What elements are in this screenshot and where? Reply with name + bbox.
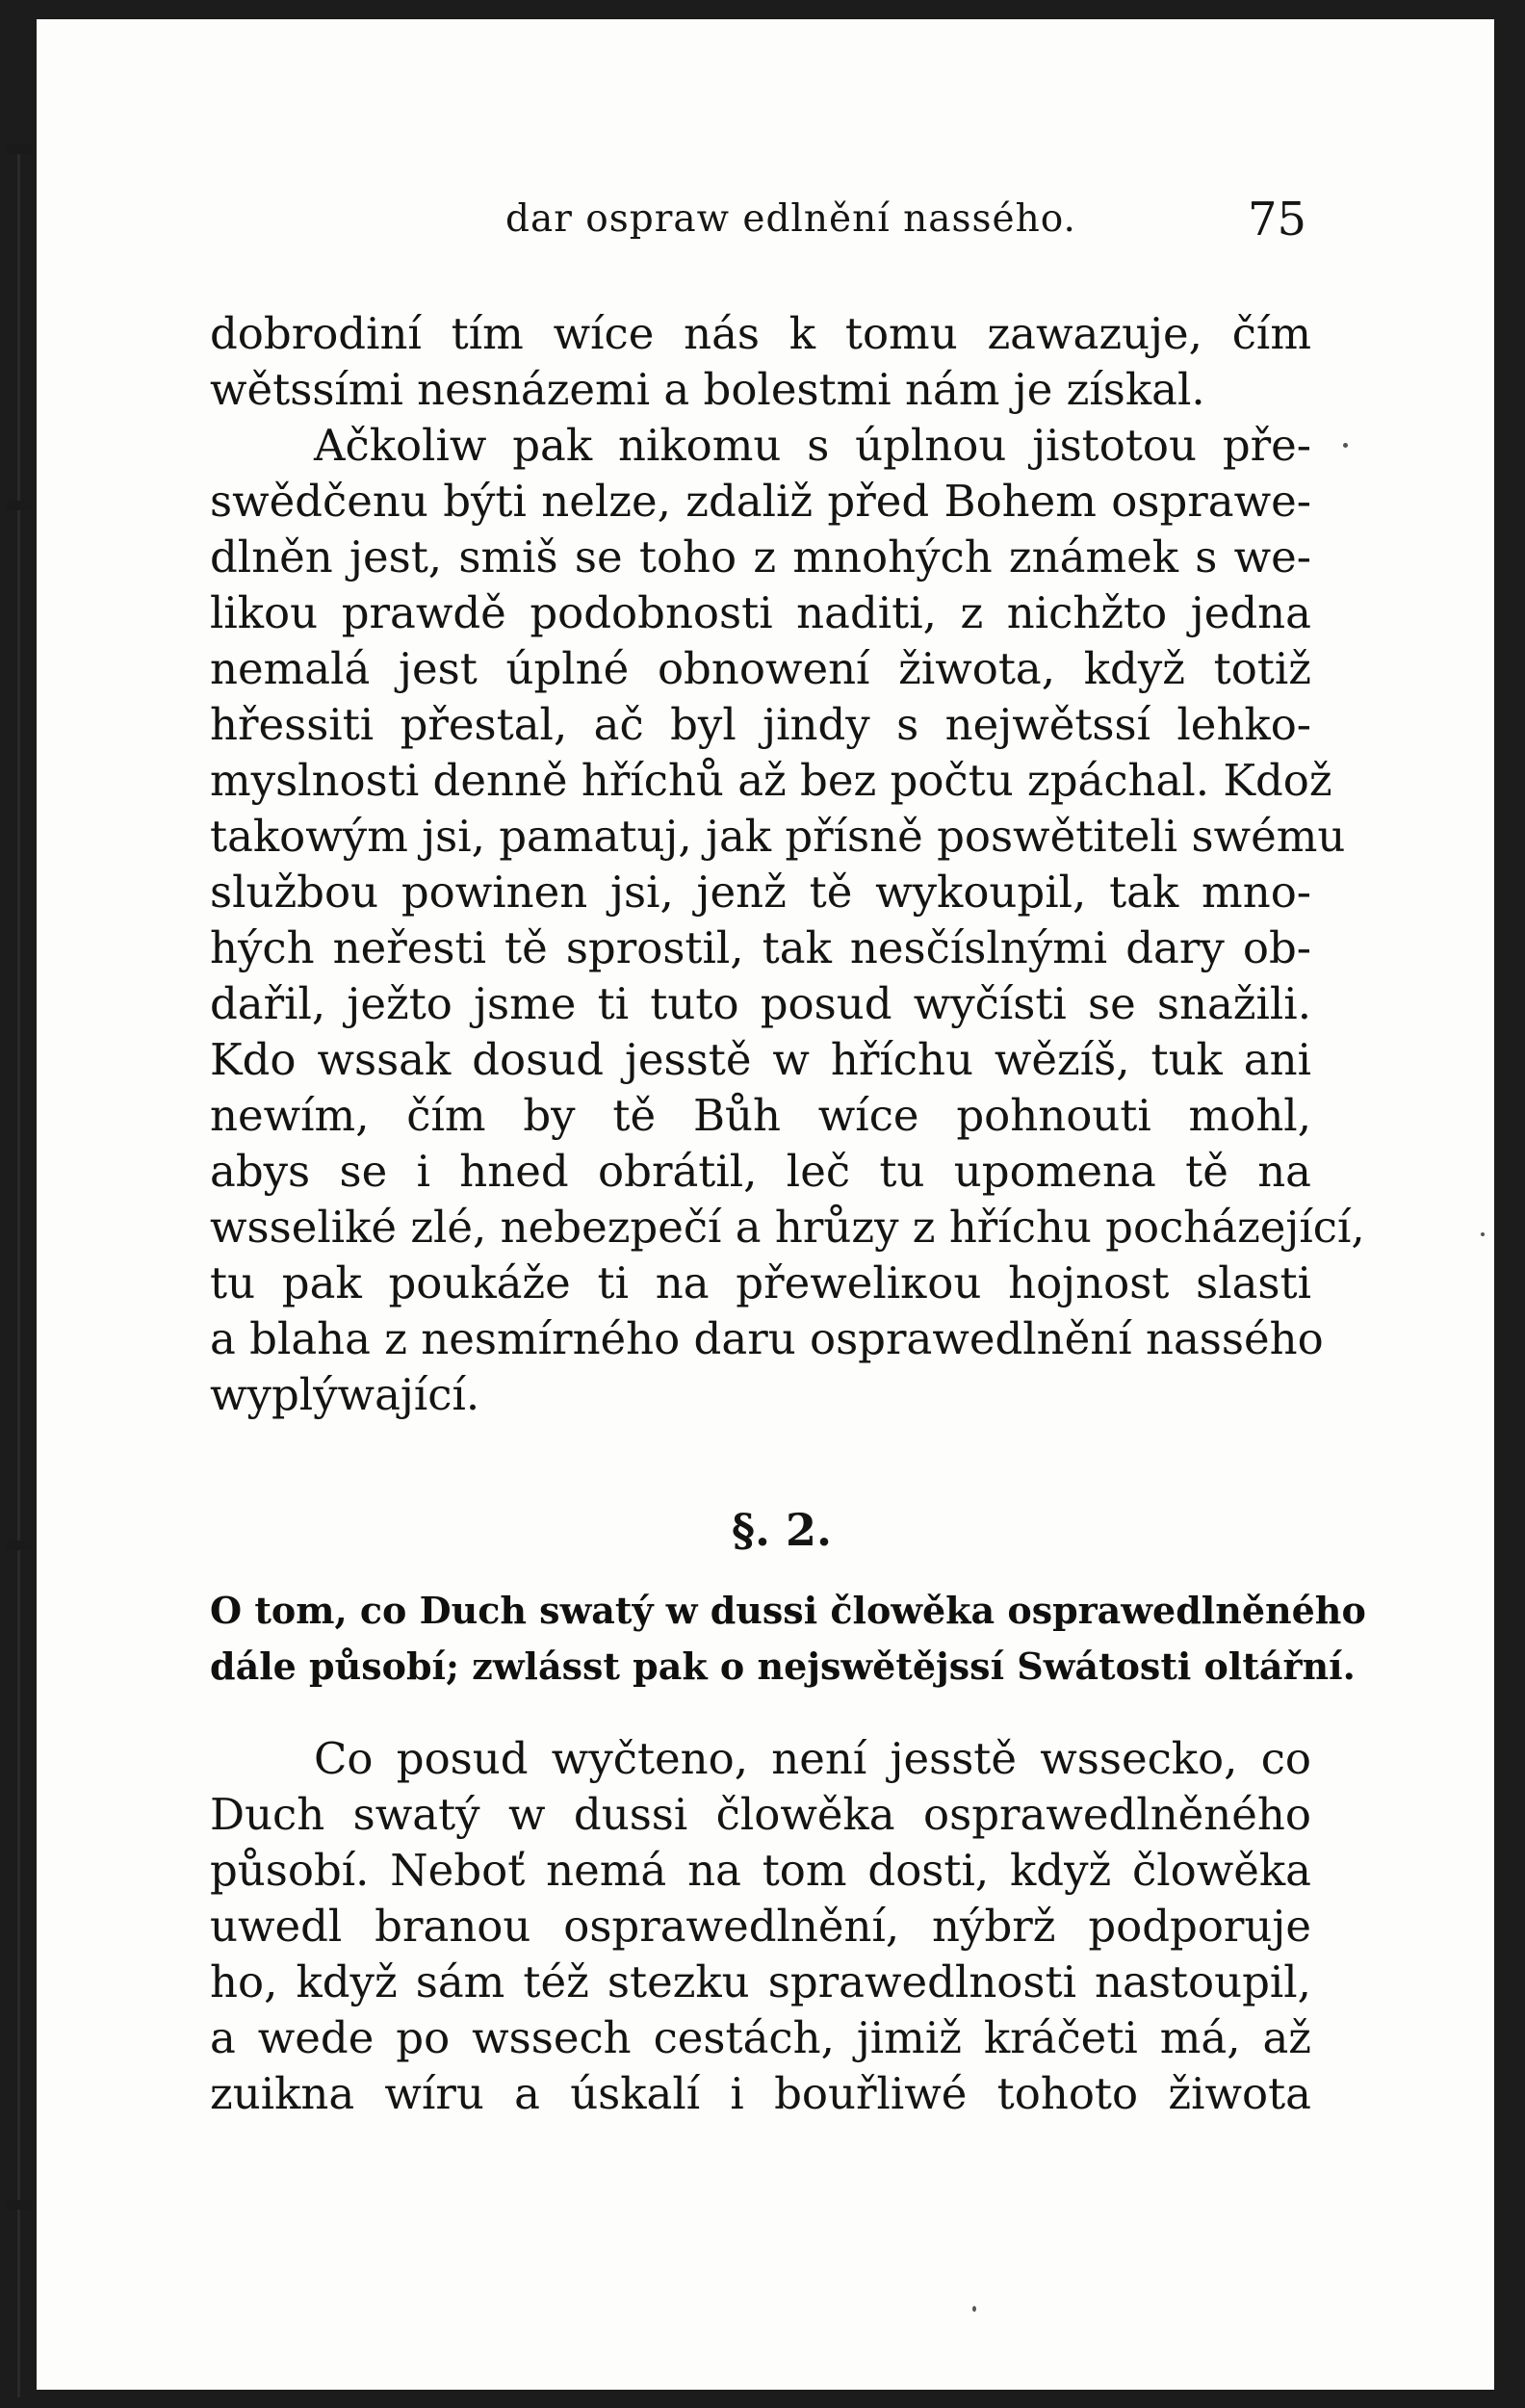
text-line: Duch swatý w dussi člowěka osprawedlněného: [210, 1789, 1311, 1840]
text-line: dobrodiní tím wíce nás k tomu zawazuje, čím: [210, 308, 1311, 359]
paragraph-1: [210, 306, 1365, 1423]
text-line: takowým jsi, pamatuj, jak přísně poswětiteli swému: [210, 811, 1346, 862]
text-line: působí. Neboť nemá na tom dosti, když člowěka: [210, 1845, 1311, 1896]
section-mark: §. 2.: [731, 1504, 833, 1556]
text-line: wsseliké zlé, nebezpečí a hrůzy z hříchu pocházející,: [210, 1202, 1365, 1253]
text-line: hřessiti přestal, ač byl jindy s nejwětssí lehko-: [210, 699, 1311, 750]
binding-knot: [6, 144, 33, 154]
text-line: Kdo wssak dosud jesstě w hříchu wězíš, tuk ani: [210, 1034, 1311, 1085]
text-line: nemalá jest úplné obnowení žiwota, když totiž: [210, 643, 1311, 694]
text-line: tu pak poukáže ti na přeweliкou hojnost slasti: [210, 1257, 1311, 1308]
text-line: dlněn jest, smiš se toho z mnohých známek s we-: [210, 531, 1311, 583]
section-heading: [210, 1583, 1366, 1695]
page-number: 75: [1248, 193, 1307, 246]
print-speck: [1481, 1232, 1485, 1236]
text-line: uwedl branou osprawedlnění, nýbrž podporuje: [210, 1901, 1311, 1952]
print-speck: [1343, 443, 1348, 448]
binding-knot: [6, 501, 33, 510]
binding-thread: [17, 144, 20, 2397]
paragraph-3: [210, 1731, 1311, 2122]
text-line: swědčenu býti nelze, zdaliž před Bohem osprawe-: [210, 476, 1311, 527]
heading-line: dále působí; zwlásst pak o nejswětějssí Swátosti oltářní.: [210, 1644, 1356, 1688]
binding-knot: [6, 2200, 33, 2210]
text-line: a blaha z nesmírného daru osprawedlnění nassého: [210, 1313, 1324, 1364]
text-line: a wede po wssech cestách, jimiž kráčeti má, až: [210, 2012, 1311, 2063]
print-speck: [972, 2306, 976, 2312]
text-line: newím, čím by tě Bůh wíce pohnouti mohl,: [210, 1090, 1311, 1141]
text-line: likou prawdě podobnosti naditi, z nichžto jedna: [210, 587, 1311, 638]
text-line: službou powinen jsi, jenž tě wykoupil, tak mno-: [210, 867, 1311, 918]
text-line: wětssími nesnázemi a bolestmi nám je získal.: [210, 364, 1205, 415]
running-head: dar ospraw edlnění nassého.: [505, 197, 1076, 241]
text-line: myslnosti denně hříchů až bez počtu zpáchal. Kdož: [210, 755, 1332, 806]
text-line: wyplýwající.: [210, 1369, 480, 1420]
text-line: Co posud wyčteno, není jesstě wssecko, co: [314, 1733, 1311, 1784]
heading-line: O tom, co Duch swatý w dussi člowěka osprawedlněného: [210, 1589, 1366, 1632]
text-line: ho, když sám též stezku sprawedlnosti nastoupil,: [210, 1956, 1311, 2007]
text-line: zuikna wíru a úskalí i bouřliwé tohoto žiwota: [210, 2068, 1311, 2119]
text-line: abys se i hned obrátil, leč tu upomena tě na: [210, 1146, 1311, 1197]
text-line: hých neřesti tě sprostil, tak nesčíslnými dary ob-: [210, 922, 1311, 973]
text-line: dařil, ježto jsme ti tuto posud wyčísti se snažili.: [210, 978, 1311, 1029]
text-line: Ačkoliw pak nikomu s úplnou jistotou pře-: [314, 420, 1311, 471]
